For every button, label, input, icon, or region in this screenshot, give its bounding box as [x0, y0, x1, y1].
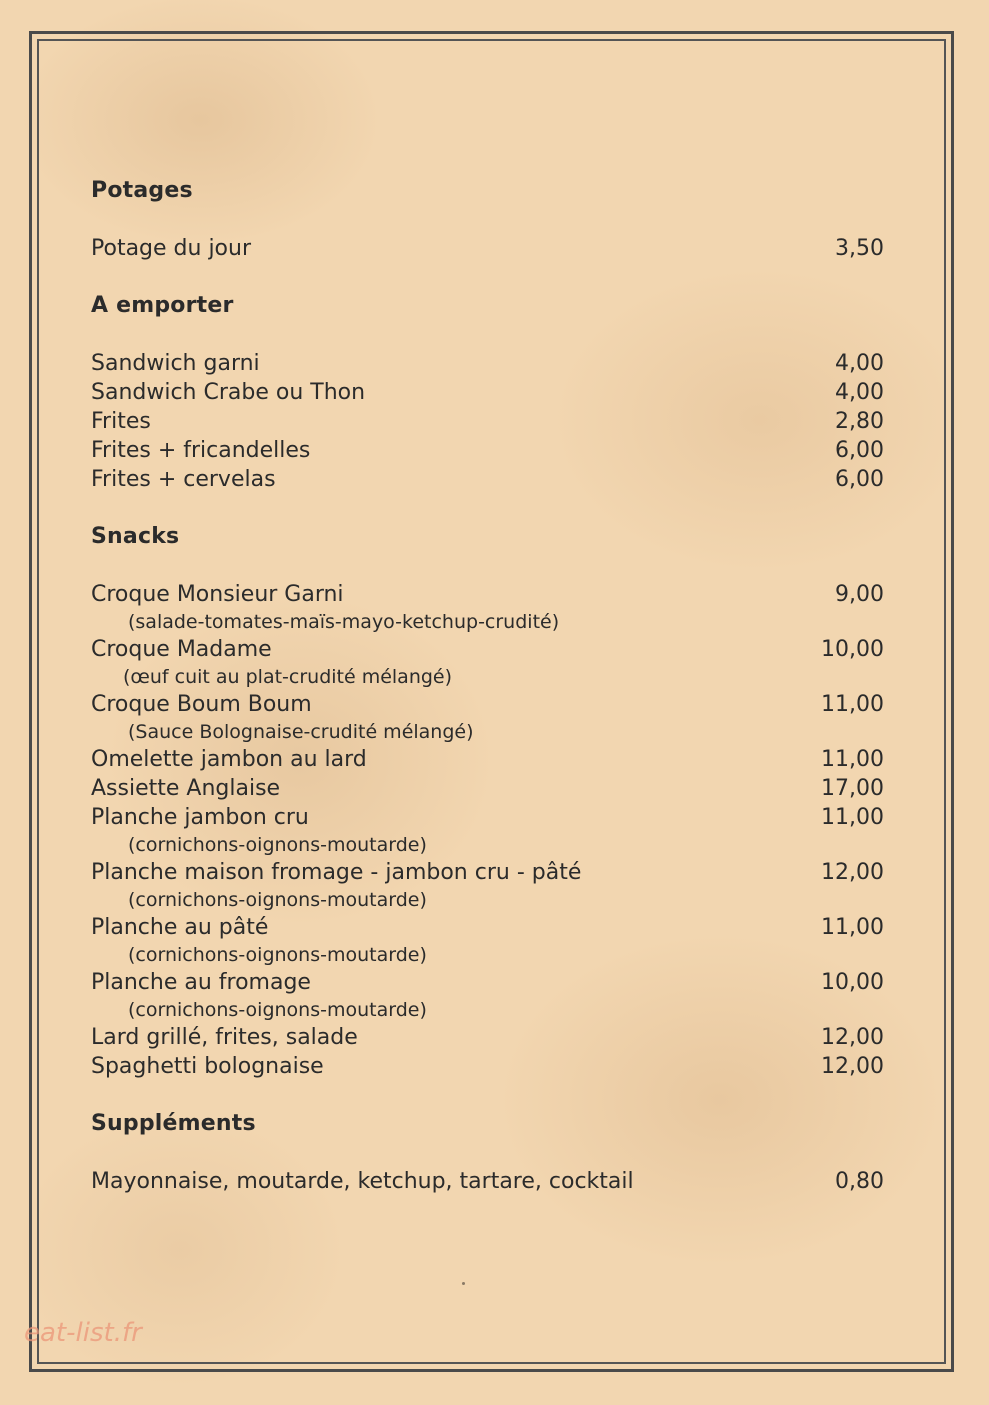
item-name: Sandwich garni	[91, 351, 260, 376]
item-price: 4,00	[835, 351, 884, 376]
item-description: (cornichons-oignons-moutarde)	[128, 944, 427, 966]
item-name: Frites	[91, 409, 151, 434]
watermark-text: eat-list.fr	[24, 1318, 142, 1348]
item-name: Frites + cervelas	[91, 467, 276, 492]
item-name: Planche jambon cru	[91, 805, 309, 830]
menu-section-supplements	[91, 1109, 884, 1196]
menu-item	[91, 465, 884, 494]
item-price: 12,00	[821, 860, 884, 885]
item-price: 6,00	[835, 467, 884, 492]
item-description: (Sauce Bolognaise-crudité mélangé)	[128, 721, 474, 743]
item-price: 9,00	[835, 582, 884, 607]
item-name: Frites + fricandelles	[91, 438, 311, 463]
item-price: 6,00	[835, 438, 884, 463]
paper-speck	[462, 1282, 465, 1285]
menu-item	[91, 745, 884, 774]
menu-item	[91, 378, 884, 407]
item-name: Sandwich Crabe ou Thon	[91, 380, 366, 405]
item-name: Planche au fromage	[91, 970, 311, 995]
menu-item	[91, 690, 884, 719]
menu-page	[91, 176, 884, 1196]
item-description: (cornichons-oignons-moutarde)	[128, 834, 427, 856]
item-name: Planche au pâté	[91, 915, 269, 940]
menu-item	[91, 858, 884, 887]
menu-item	[91, 580, 884, 609]
section-title: Suppléments	[91, 1111, 256, 1136]
menu-item	[91, 1052, 884, 1081]
menu-item	[91, 1167, 884, 1196]
section-title: A emporter	[91, 293, 234, 318]
item-price: 17,00	[821, 776, 884, 801]
item-name: Spaghetti bolognaise	[91, 1054, 324, 1079]
menu-item	[91, 407, 884, 436]
menu-item	[91, 635, 884, 664]
item-price: 11,00	[821, 805, 884, 830]
item-description: (cornichons-oignons-moutarde)	[128, 999, 427, 1021]
item-name: Mayonnaise, moutarde, ketchup, tartare, cocktail	[91, 1169, 634, 1194]
item-name: Lard grillé, frites, salade	[91, 1025, 358, 1050]
item-name: Croque Monsieur Garni	[91, 582, 344, 607]
menu-item	[91, 803, 884, 832]
menu-item	[91, 1023, 884, 1052]
item-price: 2,80	[835, 409, 884, 434]
menu-item	[91, 774, 884, 803]
menu-item	[91, 913, 884, 942]
item-description: (salade-tomates-maïs-mayo-ketchup-crudité)	[128, 611, 560, 633]
item-name: Planche maison fromage - jambon cru - pâté	[91, 860, 582, 885]
item-price: 10,00	[821, 637, 884, 662]
item-price: 10,00	[821, 970, 884, 995]
menu-item	[91, 968, 884, 997]
menu-section-potages	[91, 176, 884, 263]
item-description: (œuf cuit au plat-crudité mélangé)	[123, 666, 453, 688]
menu-section-a-emporter	[91, 291, 884, 494]
item-price: 12,00	[821, 1054, 884, 1079]
item-price: 11,00	[821, 915, 884, 940]
item-name: Croque Madame	[91, 637, 272, 662]
menu-item	[91, 436, 884, 465]
item-price: 3,50	[835, 236, 884, 261]
menu-section-snacks	[91, 522, 884, 1081]
item-description: (cornichons-oignons-moutarde)	[128, 889, 427, 911]
item-price: 0,80	[835, 1169, 884, 1194]
item-name: Potage du jour	[91, 236, 252, 261]
item-price: 11,00	[821, 747, 884, 772]
item-price: 11,00	[821, 692, 884, 717]
menu-item	[91, 234, 884, 263]
section-title: Snacks	[91, 524, 180, 549]
item-name: Croque Boum Boum	[91, 692, 312, 717]
item-price: 12,00	[821, 1025, 884, 1050]
section-title: Potages	[91, 178, 193, 203]
item-price: 4,00	[835, 380, 884, 405]
menu-item	[91, 349, 884, 378]
item-name: Assiette Anglaise	[91, 776, 281, 801]
item-name: Omelette jambon au lard	[91, 747, 367, 772]
